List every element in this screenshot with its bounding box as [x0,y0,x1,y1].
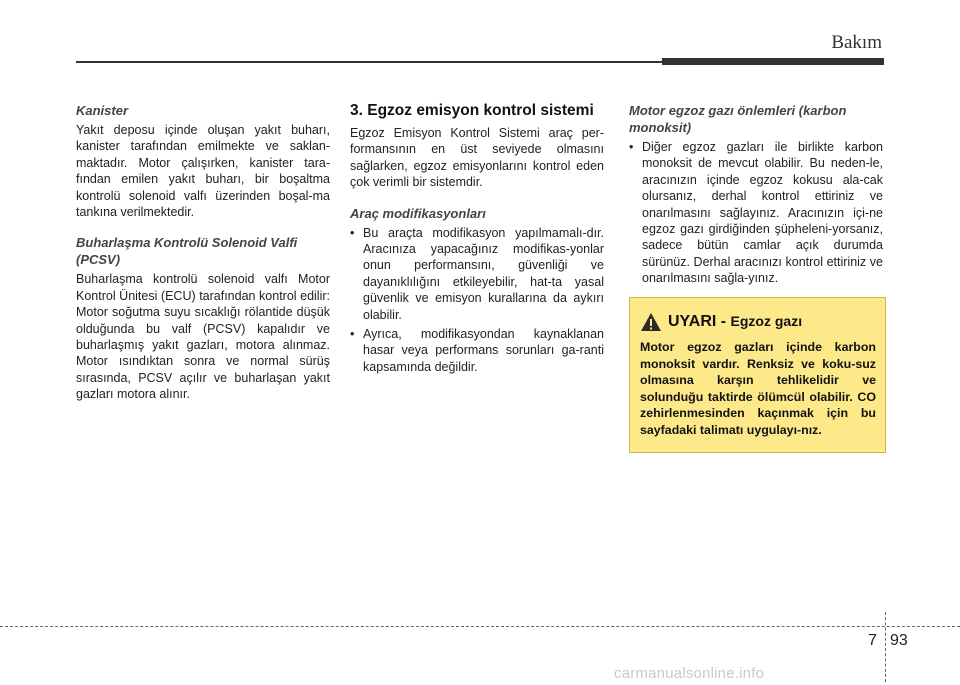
section-title-pcsv: Buharlaşma Kontrolü Solenoid Valfi (PCSV) [76,235,298,268]
column-middle [350,102,604,378]
bullet-icon: • [629,140,634,154]
footer-vertical-divider [885,612,886,682]
footer-divider [0,626,960,627]
list-item-text: Ayrıca, modifikasyondan kaynaklanan hasar veya performans sorunları ga-ranti kapsamında değildir. [363,327,604,374]
page-header-title: Bakım [831,32,882,53]
list-item-text: Diğer egzoz gazları ile birlikte karbon monoksit de mevcut olabilir. Bu neden-le, aracınızın içinde egzoz kokusu ala-cak olursanız, derhal kontrol ettiriniz ve onarılmasını sağlayınız. Aracınızın içi-ne egzoz gazı girdiğinden şüpheleni-yorsanız, sadece bütün camlar açık durumda sürünüz. Derhal aracınızı kontrol ettiriniz ve onarılmasını sağla-yınız. [642,140,883,286]
section-heading-emission: 3. Egzoz emisyon kontrol sistemi [350,102,594,119]
section-title-exhaust: Motor egzoz gazı önlemleri (karbon monoksit) [629,103,847,135]
canister-text: Yakıt deposu içinde oluşan yakıt buharı, kanister tarafından emilmekte ve saklan-maktadır. Motor çalışırken, kanister tara-fından emilen yakıt buharı, bir boşaltma kontrolü solenoid valfı üzerinden boşal-ma tankına verilmektedir. [76,123,330,220]
warning-text: Motor egzoz gazları içinde karbon monoksit vardır. Renksiz ve koku-suz olmasına karşın tehlikelidir ve solunduğu taktirde ölümcül olabilir. CO zehirlenmesinden kaçınmak için bu sayfadaki talimatı uygulayı-nız. [640,340,876,437]
column-left [76,102,330,417]
list-item [629,139,883,287]
warning-box [629,297,886,453]
header-rule-bar [662,58,884,65]
warning-subject: Egzoz gazı [730,313,803,329]
warning-dash: - [716,313,731,330]
warning-title [668,313,802,331]
warning-label: UYARI [668,313,717,330]
list-item [350,225,604,323]
watermark: carmanualsonline.info [614,665,765,682]
page-number: 93 [890,632,908,649]
emission-intro: Egzoz Emisyon Kontrol Sistemi araç per-formansının en üst seviyede olmasını sağlarken, egzoz emisyonlarını kontrol eden çok verimli bir sistemdir. [350,126,604,190]
bullet-icon: • [350,327,355,342]
header-rule [76,61,662,63]
column-right [629,102,883,290]
section-title-canister: Kanister [76,103,129,118]
section-title-modifications: Araç modifikasyonları [350,205,486,221]
modifications-list [350,225,604,376]
exhaust-list [629,139,883,287]
chapter-number: 7 [868,632,877,649]
pcsv-text: Buharlaşma kontrolü solenoid valfı Motor Kontrol Ünitesi (ECU) tarafından kontrol edilir: Motor soğutma suyu sıcaklığı rölantide düşük olduğunda bu valf (PCSV) kapalıdır ve buharlaşmış yakıt gazları, motora alınmaz. Motor ısındıktan sonra ve normal sürüş sırasında, PCSV açılır ve buharlaşan yakıt gazları motora alınır. [76,272,330,402]
list-item [350,326,604,375]
bullet-icon: • [350,225,355,240]
list-item-text: Bu araçta modifikasyon yapılmamalı-dır. Aracınıza yapacağınız modifikas-yonlar onun performansını, güvenliği ve dayanıklılığını etkileyebilir, hat-ta yasal güvenlik ve emisyon kurallarına da aykırı olabilir. [363,225,604,322]
warning-triangle-icon [640,312,662,332]
warning-header [640,312,876,332]
